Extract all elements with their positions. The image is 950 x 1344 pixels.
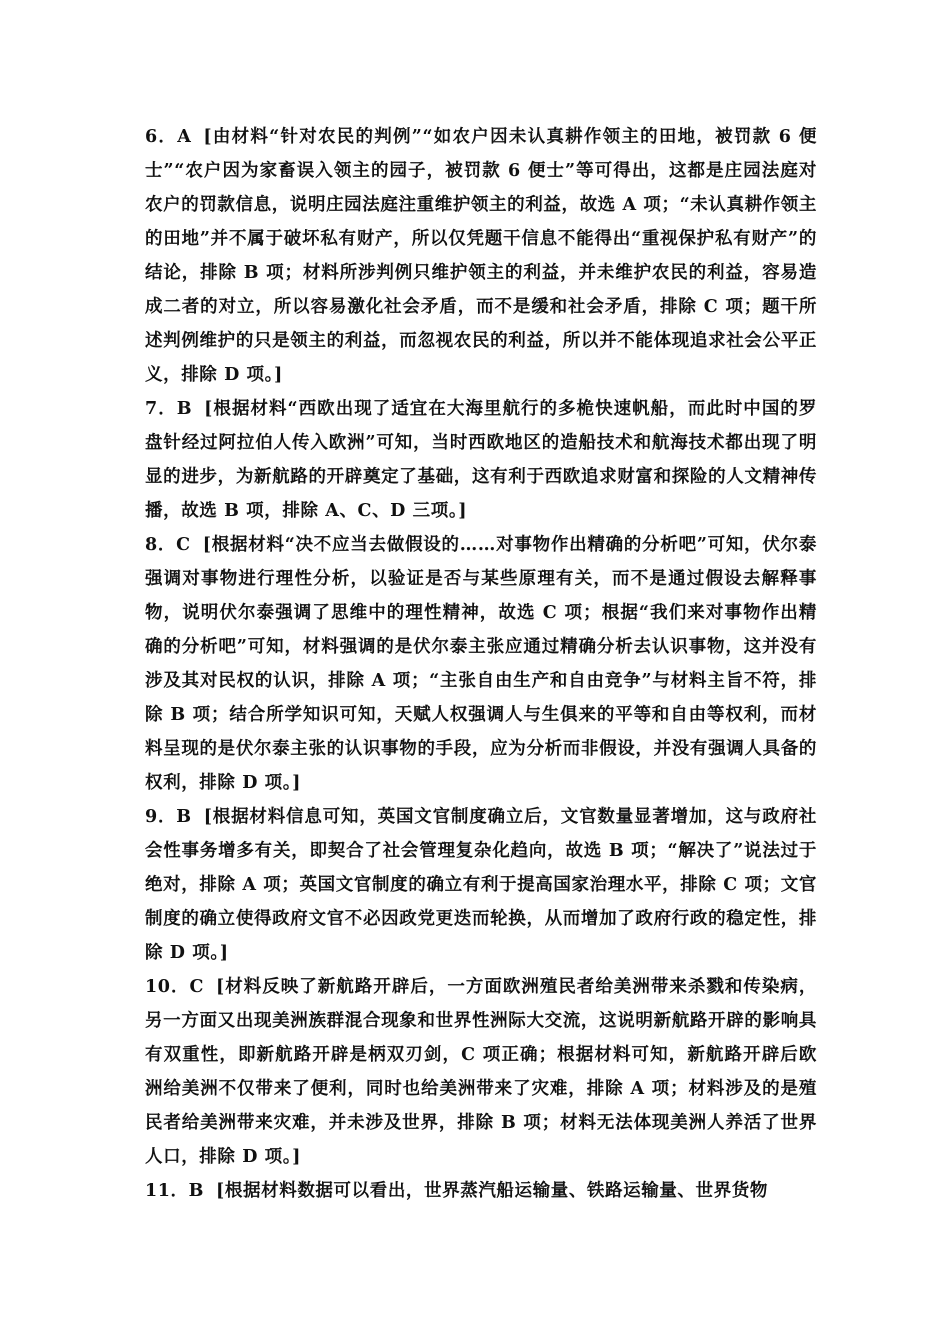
answer-item-6 [145,120,817,392]
answer-item-8 [145,528,817,800]
answer-explanation: [根据材料数据可以看出，世界蒸汽船运输量、铁路运输量、世界货物 [216,1181,768,1201]
answer-label: 7．B [145,399,193,419]
answer-label: 10．C [145,977,204,997]
answer-label: 11．B [145,1181,205,1201]
answer-explanation: [根据材料信息可知，英国文官制度确立后，文官数量显著增加，这与政府社会性事务增多有关，即契合了社会管理复杂化趋向，故选 B 项；“解决了”说法过于绝对，排除 A 项；英国文官制度的确立有利于提高国家治理水平，排除 C 项；文官制度的确立使得政府文官不必因政党更迭而轮换，从而增加了政府行政的稳定性，排除 D 项。] [145,807,817,963]
answer-label: 6．A [145,127,192,147]
answer-label: 9．B [145,807,192,827]
answer-explanation: [由材料“针对农民的判例”“如农户因未认真耕作领主的田地，被罚款 6 便士”“农户因为家畜误入领主的园子，被罚款 6 便士”等可得出，这都是庄园法庭对农户的罚款信息，说明庄园法庭注重维护领主的利益，故选 A 项；“未认真耕作领主的田地”并不属于破坏私有财产，所以仅凭题干信息不能得出“重视保护私有财产”的结论，排除 B 项；材料所涉判例只维护领主的利益，并未维护农民的利益，容易造成二者的对立，所以容易激化社会矛盾，而不是缓和社会矛盾，排除 C 项；题干所述判例维护的只是领主的利益，而忽视农民的利益，所以并不能体现追求社会公平正义，排除 D 项。] [145,127,817,385]
answer-item-7 [145,392,817,528]
answer-explanation: [根据材料“西欧出现了适宜在大海里航行的多桅快速帆船，而此时中国的罗盘针经过阿拉伯人传入欧洲”可知，当时西欧地区的造船技术和航海技术都出现了明显的进步，为新航路的开辟奠定了基础，这有利于西欧追求财富和探险的人文精神传播，故选 B 项，排除 A、C、D 三项。] [145,399,817,521]
answer-label: 8．C [145,535,191,555]
answer-item-10 [145,970,817,1174]
answer-explanation: [根据材料“决不应当去做假设的……对事物作出精确的分析吧”可知，伏尔泰强调对事物进行理性分析，以验证是否与某些原理有关，而不是通过假设去解释事物，说明伏尔泰强调了思维中的理性精神，故选 C 项；根据“我们来对事物作出精确的分析吧”可知，材料强调的是伏尔泰主张应通过精确分析去认识事物，这并没有涉及其对民权的认识，排除 A 项；“主张自由生产和自由竞争”与材料主旨不符，排除 B 项；结合所学知识可知，天赋人权强调人与生俱来的平等和自由等权利，而材料呈现的是伏尔泰主张的认识事物的手段，应为分析而非假设，并没有强调人具备的权利，排除 D 项。] [145,535,817,793]
answer-list [145,120,817,1208]
answer-explanation: [材料反映了新航路开辟后，一方面欧洲殖民者给美洲带来杀戮和传染病，另一方面又出现美洲族群混合现象和世界性洲际大交流，这说明新航路开辟的影响具有双重性，即新航路开辟是柄双刃剑，C 项正确；根据材料可知，新航路开辟后欧洲给美洲不仅带来了便利，同时也给美洲带来了灾难，排除 A 项；材料涉及的是殖民者给美洲带来灾难，并未涉及世界，排除 B 项；材料无法体现美洲人养活了世界人口，排除 D 项。] [145,977,818,1167]
answer-item-11 [145,1174,817,1208]
answer-item-9 [145,800,817,970]
